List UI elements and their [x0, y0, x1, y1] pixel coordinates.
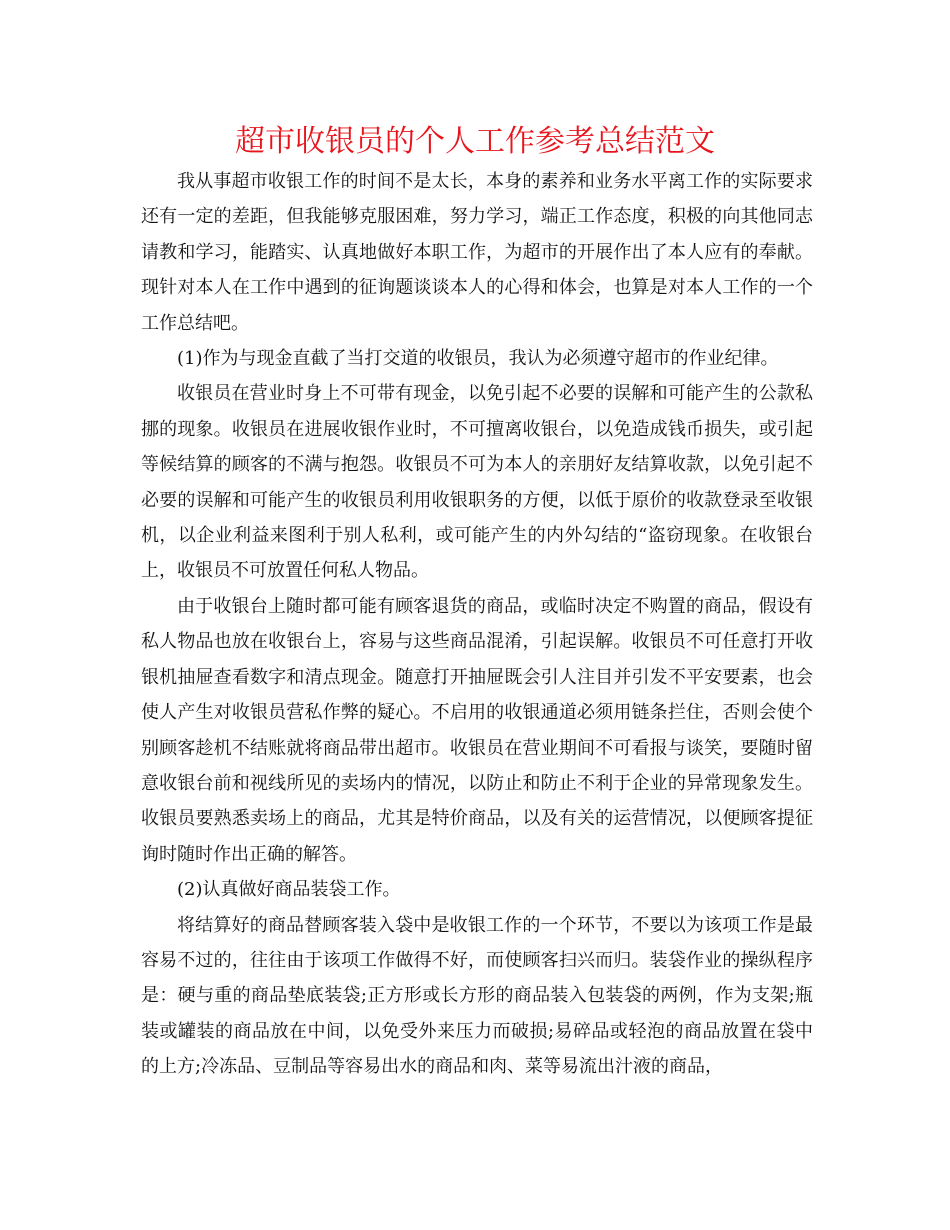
- paragraph-cash-rules: 收银员在营业时身上不可带有现金，以免引起不必要的误解和可能产生的公款私挪的现象。收银员在进展收银作业时，不可擅离收银台，以免造成钱币损失，或引起等候结算的顾客的不满与抱怨。收银员不可为本人的亲朋好友结算收款，以免引起不必要的误解和可能产生的收银员利用收银职务的方便，以低于原价的收款登录至收银机，以企业利益来图利于别人私利，或可能产生的内外勾结的“盗窃现象。在收银台上，收银员不可放置任何私人物品。: [141, 383, 813, 582]
- paragraph-intro: 我从事超市收银工作的时间不是太长，本身的素养和业务水平离工作的实际要求还有一定的差距，但我能够克服困难，努力学习，端正工作态度，积极的向其他同志请教和学习，能踏实、认真地做好本职工作，为超市的开展作出了本人应有的奉献。现针对本人在工作中遇到的征询题谈谈本人的心得和体会，也算是对本人工作的一个工作总结吧。: [141, 171, 813, 334]
- paragraph-heading-1: (1)作为与现金直截了当打交道的收银员，我认为必须遵守超市的作业纪律。: [177, 348, 779, 370]
- document-title: 超市收银员的个人工作参考总结范文: [235, 124, 715, 159]
- paragraph-bagging: 将结算好的商品替顾客装入袋中是收银工作的一个环节，不要以为该项工作是最容易不过的，往往由于该项工作做得不好，而使顾客扫兴而归。装袋作业的操纵程序是：硬与重的商品垫底装袋;正方形或长方形的商品装入包装袋的两例，作为支架;瓶装或罐装的商品放在中间，以免受外来压力而破损;易碎品或轻泡的商品放置在袋中的上方;冷冻品、豆制品等容易出水的商品和肉、菜等易流出汁液的商品，: [141, 914, 813, 1078]
- paragraph-heading-2: (2)认真做好商品装袋工作。: [177, 879, 401, 901]
- paragraph-counter-rules: 由于收银台上随时都可能有顾客退货的商品，或临时决定不购置的商品，假设有私人物品也放在收银台上，容易与这些商品混淆，引起误解。收银员不可任意打开收银机抽屉查看数字和清点现金。随意打开抽屉既会引人注目并引发不平安要素，也会使人产生对收银员营私作弊的疑心。不启用的收银通道必须用链条拦住，否则会使个别顾客趁机不结账就将商品带出超市。收银员在营业期间不可看报与谈笑，要随时留意收银台前和视线所见的卖场内的情况，以防止和防止不利于企业的异常现象发生。收银员要熟悉卖场上的商品，尤其是特价商品，以及有关的运营情况，以便顾客提征询时随时作出正确的解答。: [141, 595, 813, 865]
- document-body: [141, 164, 813, 1085]
